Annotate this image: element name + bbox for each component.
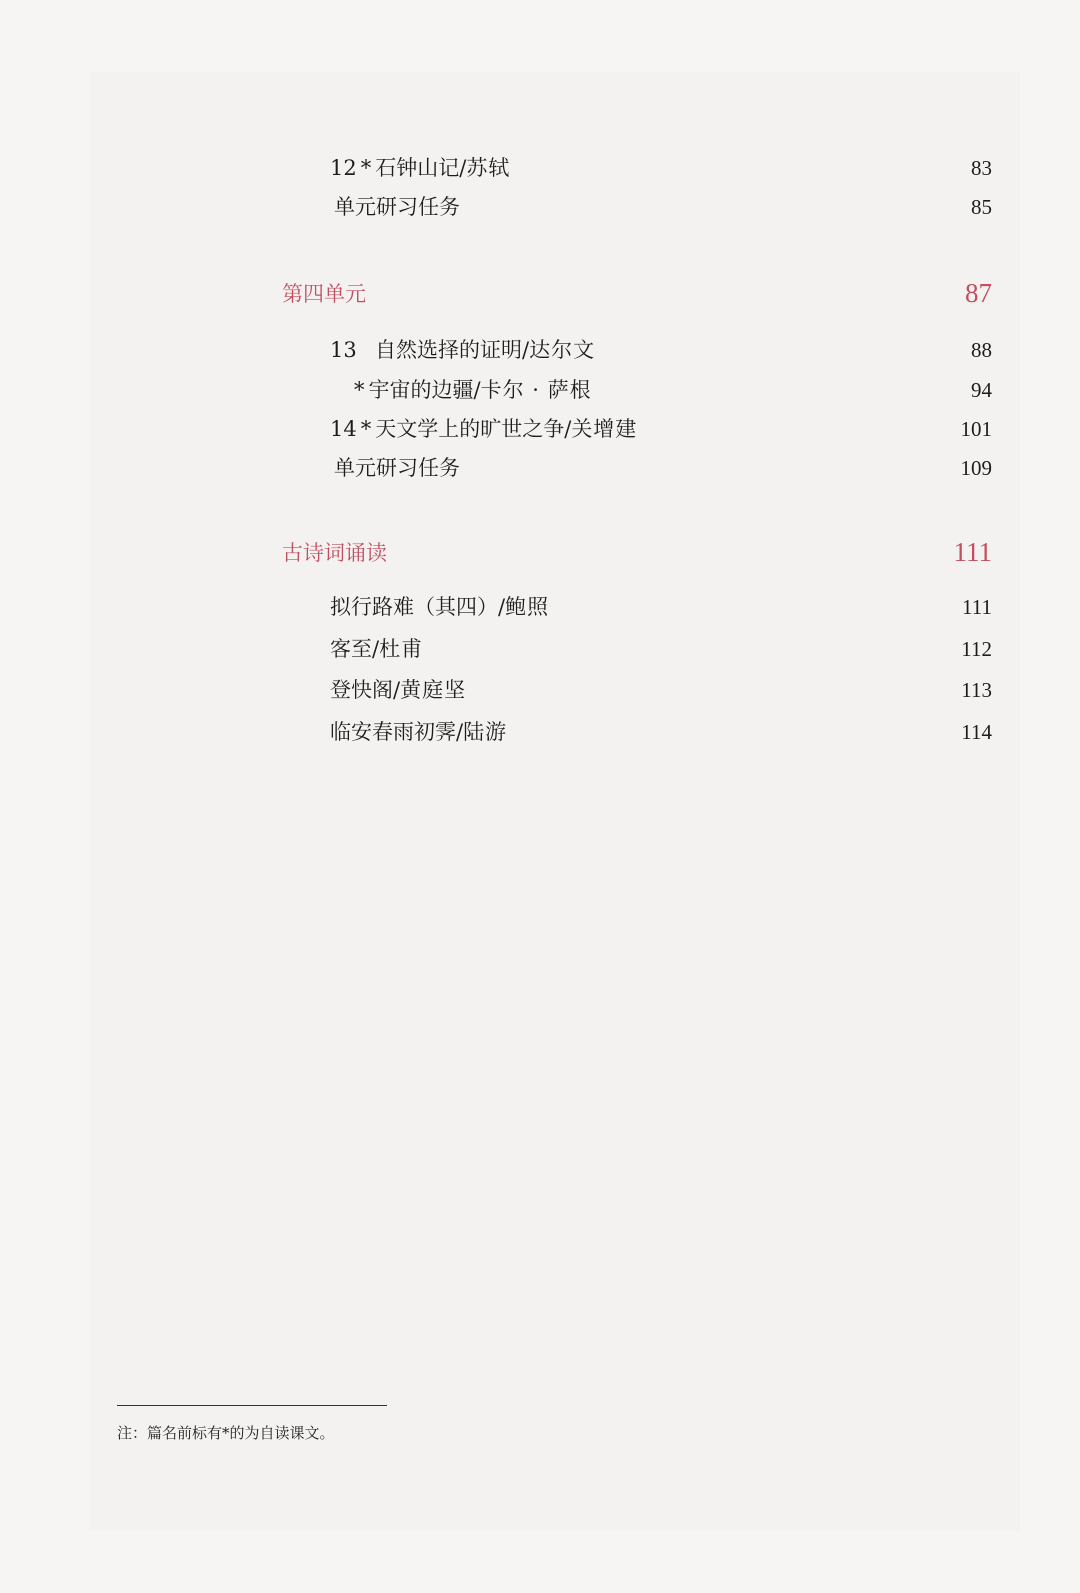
entry-title: 拟行路难（其四）	[330, 595, 498, 619]
entry-separator: /	[473, 378, 481, 402]
entry-title: 宇宙的边疆	[368, 378, 474, 402]
toc-entry-unit4-tasks[interactable]	[334, 452, 992, 484]
toc-entry-12[interactable]	[330, 152, 992, 184]
footnote-text: 注：篇名前标有*的为自读课文。	[117, 1424, 335, 1442]
section-title: 古诗词诵读	[282, 541, 387, 565]
self-reading-mark: *	[360, 156, 372, 180]
entry-title: 单元研习任务	[334, 195, 460, 219]
entry-page-number: 111	[962, 595, 992, 619]
entry-separator: /	[522, 338, 530, 362]
entry-author: 达尔文	[529, 338, 596, 362]
entry-page-number: 114	[961, 720, 992, 744]
entry-separator: /	[393, 678, 401, 702]
entry-author: 杜甫	[379, 637, 424, 661]
entry-separator: /	[459, 156, 467, 180]
entry-title: 天文学上的旷世之争	[375, 417, 565, 441]
lesson-number: 12	[330, 156, 357, 180]
entry-author: 黄庭坚	[400, 678, 467, 702]
entry-page-number: 83	[971, 156, 992, 180]
entry-page-number: 113	[961, 678, 992, 702]
entry-title: 登快阁	[330, 678, 393, 702]
section-heading-poetry[interactable]	[282, 532, 992, 572]
entry-title: 自然选择的证明	[375, 338, 522, 362]
toc-entry-poem-2[interactable]	[330, 633, 992, 665]
entry-title: 客至	[330, 637, 372, 661]
toc-entry-14[interactable]	[330, 413, 992, 445]
entry-page-number: 112	[961, 637, 992, 661]
entry-page-number: 109	[960, 456, 992, 480]
toc-entry-poem-4[interactable]	[330, 716, 992, 748]
toc-entry-cosmos[interactable]	[330, 374, 992, 406]
toc-entry-poem-1[interactable]	[330, 591, 992, 623]
self-reading-mark: *	[360, 417, 372, 441]
entry-title: 临安春雨初霁	[330, 720, 456, 744]
entry-page-number: 94	[971, 378, 992, 402]
entry-page-number: 101	[960, 417, 992, 441]
entry-separator: /	[498, 595, 506, 619]
toc-entry-unit3-tasks[interactable]	[334, 191, 992, 223]
entry-author: 关增建	[571, 417, 638, 441]
self-reading-mark: *	[354, 378, 365, 402]
entry-page-number: 85	[971, 195, 992, 219]
section-heading-unit4[interactable]	[282, 273, 992, 313]
footnote-rule	[117, 1405, 387, 1406]
section-page-number: 87	[965, 277, 992, 308]
entry-separator: /	[456, 720, 464, 744]
entry-separator: /	[564, 417, 572, 441]
section-title: 第四单元	[282, 282, 366, 306]
entry-title: 单元研习任务	[334, 456, 460, 480]
entry-author: 卡尔 · 萨根	[480, 378, 592, 402]
entry-author: 鲍照	[505, 595, 550, 619]
entry-title: 石钟山记	[375, 156, 460, 180]
toc-entry-poem-3[interactable]	[330, 674, 992, 706]
lesson-number: 14	[330, 417, 357, 441]
entry-separator: /	[372, 637, 380, 661]
entry-page-number: 88	[971, 338, 992, 362]
lesson-number: 13	[330, 338, 357, 362]
entry-author: 苏轼	[466, 156, 511, 180]
entry-author: 陆游	[463, 720, 508, 744]
toc-entry-13[interactable]	[330, 334, 992, 366]
section-page-number: 111	[953, 536, 992, 567]
